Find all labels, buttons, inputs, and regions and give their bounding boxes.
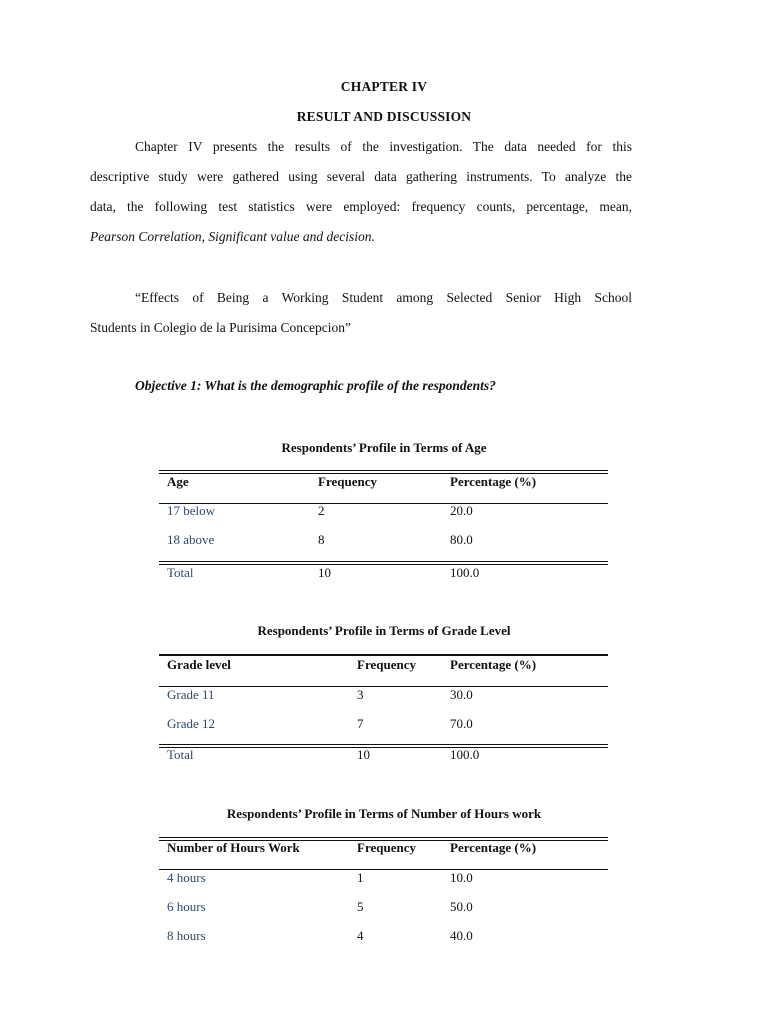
grade-table-total-rule	[159, 744, 608, 748]
hours-row-1-label: 4 hours	[167, 870, 206, 885]
intro-line-3: data, the following test statistics were employed: frequency counts, percentage, mean,	[90, 199, 632, 214]
grade-row-1-percentage: 30.0	[450, 687, 473, 702]
study-title-line-2: Students in Colegio de la Purisima Concepcion”	[90, 320, 351, 335]
grade-row-2-percentage: 70.0	[450, 716, 473, 731]
age-row-2-percentage: 80.0	[450, 532, 473, 547]
chapter-subtitle: RESULT AND DISCUSSION	[296, 109, 472, 124]
hours-header-number: Number of Hours Work	[167, 840, 300, 855]
chapter-title: CHAPTER IV	[340, 79, 428, 94]
age-row-2-frequency: 8	[318, 532, 325, 547]
study-title-line-1: “Effects of Being a Working Student among Selected Senior High School	[135, 290, 632, 305]
grade-row-1-label: Grade 11	[167, 687, 215, 702]
hours-row-1-frequency: 1	[357, 870, 364, 885]
objective-label: Objective 1	[135, 378, 197, 393]
age-total-frequency: 10	[318, 565, 331, 580]
grade-table-top-rule	[159, 654, 608, 656]
grade-row-2-frequency: 7	[357, 716, 364, 731]
hours-table-title: Respondents’ Profile in Terms of Number of Hours work	[226, 806, 542, 821]
grade-row-1-frequency: 3	[357, 687, 364, 702]
grade-header-percentage: Percentage (%)	[450, 657, 537, 672]
study-title-paragraph	[90, 283, 632, 343]
hours-row-2-label: 6 hours	[167, 899, 206, 914]
age-table-title: Respondents’ Profile in Terms of Age	[281, 440, 487, 455]
age-row-1-frequency: 2	[318, 503, 325, 518]
age-table-header-rule	[159, 503, 608, 504]
intro-paragraph	[90, 132, 632, 252]
intro-line-4: Pearson Correlation, Significant value and decision.	[90, 229, 375, 244]
intro-line-1: Chapter IV presents the results of the investigation. The data needed for this	[135, 139, 632, 154]
intro-line-2: descriptive study were gathered using several data gathering instruments. To analyze the	[90, 169, 632, 184]
hours-header-frequency: Frequency	[357, 840, 416, 855]
grade-total-label: Total	[167, 747, 194, 762]
age-header-frequency: Frequency	[318, 474, 377, 489]
objective-heading	[135, 378, 496, 394]
hours-table-header-rule	[159, 869, 608, 870]
age-row-1-percentage: 20.0	[450, 503, 473, 518]
grade-total-percentage: 100.0	[450, 747, 480, 762]
hours-row-2-percentage: 50.0	[450, 899, 473, 914]
age-table-total-rule	[159, 561, 608, 565]
age-row-1-label: 17 below	[167, 503, 216, 518]
hours-row-3-frequency: 4	[357, 928, 364, 943]
age-header-percentage: Percentage (%)	[450, 474, 537, 489]
grade-header-frequency: Frequency	[357, 657, 416, 672]
age-header-age: Age	[167, 474, 189, 489]
objective-text: : What is the demographic profile of the respondents?	[196, 378, 496, 393]
age-total-label: Total	[167, 565, 194, 580]
hours-row-3-percentage: 40.0	[450, 928, 473, 943]
grade-total-frequency: 10	[357, 747, 370, 762]
hours-row-3-label: 8 hours	[167, 928, 206, 943]
age-table-top-rule	[159, 470, 608, 474]
grade-header-level: Grade level	[167, 657, 231, 672]
hours-row-1-percentage: 10.0	[450, 870, 473, 885]
age-row-2-label: 18 above	[167, 532, 215, 547]
grade-table-title: Respondents’ Profile in Terms of Grade Level	[257, 623, 511, 638]
hours-row-2-frequency: 5	[357, 899, 364, 914]
grade-table-header-rule	[159, 686, 608, 687]
age-total-percentage: 100.0	[450, 565, 480, 580]
grade-row-2-label: Grade 12	[167, 716, 216, 731]
hours-header-percentage: Percentage (%)	[450, 840, 537, 855]
